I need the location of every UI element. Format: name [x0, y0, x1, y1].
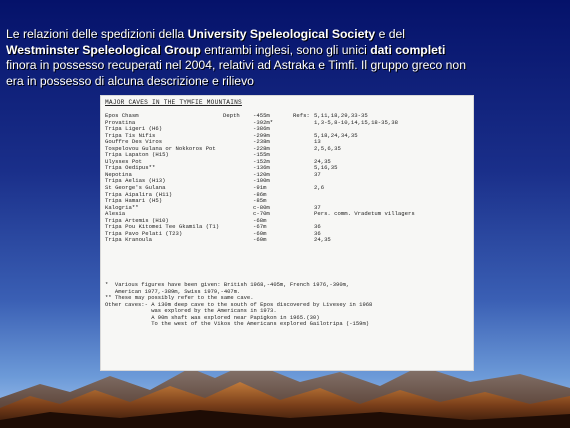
cave-name: Tripa Aelias (H13): [105, 177, 166, 185]
cave-depth: -60m: [253, 229, 267, 237]
cave-depth: -100m: [253, 177, 270, 185]
cave-name: St George's Gulana: [105, 184, 166, 192]
title-bold-data: dati completi: [370, 42, 446, 57]
cave-refs: 5,11,18,29,33-35: [314, 112, 368, 119]
cave-refs: 5,16,35: [314, 164, 338, 172]
title-text: Le relazioni delle spedizioni della: [6, 27, 188, 41]
cave-name: Tripa Pavo Pelati (T23): [105, 229, 183, 237]
cave-depth: -299m: [253, 131, 270, 139]
cave-name: Tripa Artemis (H10): [105, 216, 169, 224]
cave-depth: -392m*: [253, 118, 274, 126]
cave-name: Tripa Tis Nifis: [105, 131, 156, 139]
document-heading: MAJOR CAVES IN THE TYMFIE MOUNTAINS: [105, 99, 242, 106]
cave-refs: 24,35: [314, 236, 331, 244]
note-line: * Various figures have been given: British 1968,-405m, French 1976,-390m,: [105, 281, 350, 288]
title-text: era in possesso di alcuna descrizione e rilievo: [6, 73, 254, 88]
cave-name: Tripa Ligeri (H6): [105, 125, 163, 133]
note-line: American 1977,-389m, Swiss 1979,-407m.: [105, 287, 241, 295]
cave-depth: -86m: [253, 190, 267, 198]
depth-header: Depth: [223, 112, 240, 119]
cave-depth: -228m: [253, 144, 270, 152]
note-line: Other caves:- A 130m deep cave to the south of Epos discovered by Livesey in 1968: [105, 300, 373, 308]
cave-refs: 5,18,24,34,35: [314, 131, 358, 139]
scanned-document: [101, 96, 473, 370]
document-notes: [105, 282, 469, 328]
cave-name: Nepotina: [105, 170, 132, 178]
cave-refs: 13: [314, 138, 321, 146]
cave-depth: -152m: [253, 157, 270, 165]
title-text: finora in possesso recuperati nel 2004, relativi ad Astraka e Timfi. Il gruppo greco non: [6, 58, 466, 72]
cave-depth: c-80m: [253, 203, 270, 211]
cave-refs: 36: [314, 229, 321, 237]
cave-depth: -238m: [253, 138, 270, 146]
cave-depth: c-70m: [253, 210, 270, 218]
cave-refs: 1,3-5,8-10,14,15,18-35,38: [314, 118, 398, 126]
cave-name: Alesia: [105, 210, 126, 218]
cave-refs: Pers. comm. Vradetum villagers: [314, 210, 415, 218]
cave-depth: -120m: [253, 170, 270, 178]
cave-refs: 36: [314, 223, 321, 231]
cave-depth: -67m: [253, 223, 267, 231]
cave-name: Epos Chasm: [105, 112, 139, 119]
cave-name: Kalogria**: [105, 203, 139, 211]
cave-depth: -386m: [253, 125, 270, 133]
cave-name: Tripa Hamari (H5): [105, 197, 163, 205]
note-line: To the west of the Vikos the Americans explored Gailotripa (-159m): [105, 320, 370, 327]
cave-refs: 2,6: [314, 184, 325, 192]
title-text: e del: [375, 27, 406, 41]
title-text: entrambi inglesi, sono gli unici: [200, 42, 371, 57]
cave-refs: 37: [314, 203, 321, 211]
cave-name: Tripa Pou Kitomei Tee Gkamila (T1): [105, 223, 220, 231]
cave-name: Tospelovou Gulana or Nokkoros Pot: [105, 144, 216, 152]
cave-refs: 2,5,6,35: [314, 144, 341, 152]
slide-title: [6, 27, 566, 89]
cave-name: Tripa Lapaton (H15): [105, 151, 169, 159]
cave-name: Provatina: [105, 118, 136, 126]
cave-table: [105, 113, 469, 244]
cave-depth: -91m: [253, 184, 267, 192]
cave-depth: -85m: [253, 197, 267, 205]
cave-depth: -155m: [253, 151, 270, 159]
note-line: ** These may possibly refer to the same cave.: [105, 294, 254, 301]
cave-name: Tripa Aipalira (H11): [105, 190, 173, 198]
note-line: A 90m shaft was explored near Papigkon in 1965.(30): [105, 313, 320, 321]
cave-refs: 37: [314, 170, 321, 178]
cave-depth: -455m: [253, 112, 270, 119]
cave-name: Ulysses Pot: [105, 157, 142, 165]
table-row: [105, 237, 469, 244]
title-bold-usss: University Speleological Society: [187, 27, 376, 41]
cave-depth: -136m: [253, 164, 270, 172]
cave-refs: 24,35: [314, 157, 331, 165]
cave-name: Tripa Kranoula: [105, 236, 152, 244]
title-bold-wsg: Westminster Speleological Group: [6, 42, 201, 57]
refs-header: Refs:: [293, 112, 310, 119]
note-line: was explored by the Americans in 1973.: [105, 307, 277, 314]
cave-name: Gouffre Des Viros: [105, 138, 163, 146]
cave-name: Tripa Oedipus**: [105, 164, 156, 172]
cave-depth: -68m: [253, 216, 267, 224]
cave-depth: -60m: [253, 236, 267, 244]
